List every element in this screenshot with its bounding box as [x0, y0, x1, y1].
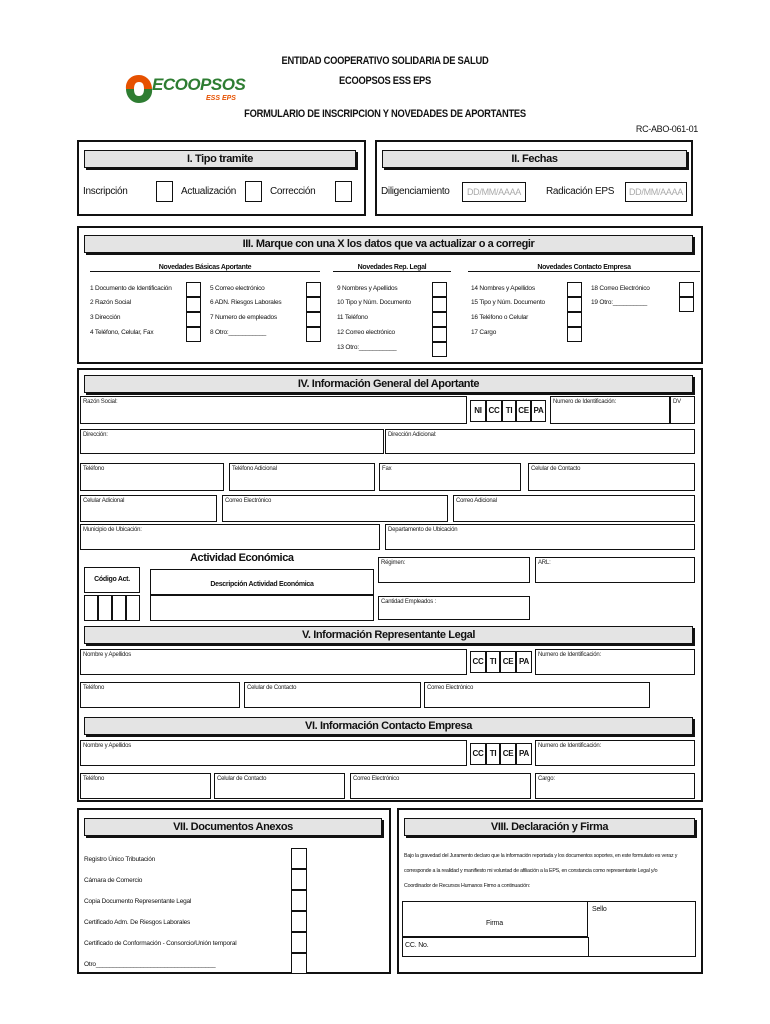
col-legal-header: Novedades Rep. Legal [333, 264, 451, 272]
celular-adicional-field[interactable]: Celular Adicional [80, 495, 217, 522]
firma-box[interactable] [402, 901, 589, 937]
legal-item: 9 Nombres y Apellidos [337, 285, 398, 292]
descripcion-act-header: Descripción Actividad Económica [150, 569, 374, 595]
doc-type-group [470, 400, 546, 422]
departamento-field[interactable]: Departamento de Ubicación [385, 524, 695, 550]
rep-telefono-field[interactable]: Teléfono [80, 682, 240, 708]
doc-type-ni[interactable]: NI [470, 400, 486, 422]
option-inscripcion-label: Inscripción [83, 186, 128, 197]
contacto-cargo-field[interactable]: Cargo: [535, 773, 695, 799]
rep-nombre-field[interactable]: Nombre y Apellidos [80, 649, 467, 675]
basic-item: 2 Razón Social [90, 299, 131, 306]
legal-item: 12 Correo electrónico [337, 329, 395, 336]
anexo-checkbox-4[interactable] [291, 911, 307, 932]
form-title: FORMULARIO DE INSCRIPCION Y NOVEDADES DE APORTANTES [244, 108, 526, 120]
option-correccion-label: Corrección [270, 186, 316, 197]
basic-item: 7 Numero de empleados [210, 314, 277, 321]
contacto-celular-field[interactable]: Celular de Contacto [214, 773, 345, 799]
legal-checkbox-11[interactable] [432, 312, 447, 327]
sello-label: Sello [592, 906, 607, 913]
contact-item: 19 Otro:__________ [591, 299, 648, 306]
cc-no-label: CC. No. [405, 942, 429, 949]
logo-subtext: ESS EPS [206, 95, 236, 102]
municipio-field[interactable]: Municipio de Ubicación: [80, 524, 380, 550]
codigo-act-digit-1[interactable] [84, 595, 98, 621]
rep-numero-identificacion-field[interactable]: Numero de Identificación: [535, 649, 695, 675]
contacto-telefono-field[interactable]: Teléfono [80, 773, 211, 799]
radicacion-label: Radicación EPS [546, 186, 615, 197]
company-logo [122, 72, 246, 108]
basic-item: 8 Otro:___________ [210, 329, 267, 336]
anexo-item: Registro Único Tributación [84, 856, 156, 863]
section-7-title: VII. Documentos Anexos [84, 818, 382, 836]
celular-contacto-field[interactable]: Celular de Contacto [528, 463, 695, 491]
legal-item: 13 Otro:___________ [337, 344, 397, 351]
legal-checkbox-12[interactable] [432, 327, 447, 342]
rep-doc-type-ce[interactable]: CE [500, 651, 516, 673]
codigo-act-cells [84, 595, 140, 621]
rep-doc-type-ti[interactable]: TI [486, 651, 500, 673]
contact-checkbox-16[interactable] [567, 312, 582, 327]
option-actualizacion-checkbox[interactable] [245, 181, 262, 202]
actividad-economica-heading: Actividad Económica [190, 552, 294, 564]
contacto-doc-type-group [470, 743, 532, 765]
section-3-title: III. Marque con una X los datos que va actualizar o a corregir [84, 235, 693, 253]
contacto-numero-identificacion-field[interactable]: Numero de Identificación: [535, 740, 695, 766]
anexo-checkbox-3[interactable] [291, 890, 307, 911]
section-2-title: II. Fechas [382, 150, 687, 168]
codigo-act-header: Código Act. [84, 567, 140, 593]
option-correccion-checkbox[interactable] [335, 181, 352, 202]
option-actualizacion-label: Actualización [181, 186, 237, 197]
declaracion-line-3: Coordinador de Recursos Humanos Firmo a continuación: [404, 883, 531, 889]
basic-checkbox-1[interactable] [186, 282, 201, 297]
contact-checkbox-17[interactable] [567, 327, 582, 342]
contacto-doc-type-ce[interactable]: CE [500, 743, 516, 765]
basic-checkbox-4[interactable] [186, 327, 201, 342]
basic-item: 5 Correo electrónico [210, 285, 265, 292]
codigo-act-digit-2[interactable] [98, 595, 112, 621]
basic-item: 6 ADN. Riesgos Laborales [210, 299, 282, 306]
basic-item: 4 Teléfono, Celular, Fax [90, 329, 154, 336]
regimen-field[interactable]: Régimen: [378, 557, 530, 583]
radicacion-date-field[interactable]: DD/MM/AAAA [625, 182, 687, 202]
numero-identificacion-field[interactable]: Numero de Identificación: [550, 396, 670, 424]
contact-checkbox-18[interactable] [679, 282, 694, 297]
section-1-title: I. Tipo tramite [84, 150, 356, 168]
correo-adicional-field[interactable]: Correo Adicional [453, 495, 695, 522]
basic-checkbox-2[interactable] [186, 297, 201, 312]
anexo-checkbox-5[interactable] [291, 932, 307, 953]
dv-field[interactable]: DV [670, 396, 695, 424]
option-inscripcion-checkbox[interactable] [156, 181, 173, 202]
basic-checkbox-3[interactable] [186, 312, 201, 327]
header-line2: ECOOPSOS ESS EPS [338, 75, 432, 87]
contacto-doc-type-cc[interactable]: CC [470, 743, 486, 765]
telefono-adicional-field[interactable]: Teléfono Adicional [229, 463, 375, 491]
descripcion-act-field[interactable] [150, 595, 374, 621]
anexo-checkbox-1[interactable] [291, 848, 307, 869]
logo-mark-icon [122, 72, 156, 106]
section-6-title: VI. Información Contacto Empresa [84, 717, 693, 735]
doc-type-ce[interactable]: CE [516, 400, 531, 422]
legal-item: 11 Teléfono [337, 314, 368, 321]
anexo-item: Copia Documento Representante Legal [84, 898, 192, 905]
arl-field[interactable]: ARL: [535, 557, 695, 583]
basic-checkbox-6[interactable] [306, 297, 321, 312]
direccion-adicional-field[interactable]: Dirección Adicional: [385, 429, 695, 454]
declaracion-line-1: Bajo la gravedad del Juramento declaro que la información reportada y los documentos soportes, en este formulario es veraz y [404, 853, 678, 859]
anexo-item: Cámara de Comercio [84, 877, 143, 884]
basic-checkbox-8[interactable] [306, 327, 321, 342]
rep-celular-field[interactable]: Celular de Contacto [244, 682, 421, 708]
codigo-act-digit-3[interactable] [112, 595, 126, 621]
contacto-nombre-field[interactable]: Nombre y Apellidos [80, 740, 467, 766]
legal-checkbox-13[interactable] [432, 342, 447, 357]
telefono-field[interactable]: Teléfono [80, 463, 224, 491]
legal-item: 10 Tipo y Núm. Documento [337, 299, 411, 306]
rep-doc-type-group [470, 651, 532, 673]
legal-checkbox-10[interactable] [432, 297, 447, 312]
section-5-title: V. Información Representante Legal [84, 626, 693, 644]
logo-text: ECOOPSOS [152, 75, 246, 94]
diligenciamiento-label: Diligenciamiento [381, 186, 450, 197]
doc-type-ti[interactable]: TI [502, 400, 516, 422]
contact-item: 17 Cargo [471, 329, 497, 336]
basic-item: 1 Documento de Identificación [90, 285, 172, 292]
codigo-act-digit-4[interactable] [126, 595, 140, 621]
col-contact-header: Novedades Contacto Empresa [468, 264, 700, 272]
declaracion-line-2: corresponde a la realidad y manifiesto mi voluntad de afiliación a la EPS, en constancia como representante Legal y/o [404, 868, 658, 874]
rep-doc-type-cc[interactable]: CC [470, 651, 486, 673]
form-code: RC-ABO-061-01 [635, 124, 698, 134]
anexo-item: Certificado de Conformación - Consorcio/Unión temporal [84, 940, 237, 947]
legal-checkbox-9[interactable] [432, 282, 447, 297]
anexo-checkbox-2[interactable] [291, 869, 307, 890]
contacto-doc-type-pa[interactable]: PA [516, 743, 532, 765]
anexo-item: Otro___________________________________ [84, 961, 216, 968]
section-4-title: IV. Información General del Aportante [84, 375, 693, 393]
contact-item: 15 Tipo y Núm. Documento [471, 299, 545, 306]
correo-field[interactable]: Correo Electrónico [222, 495, 448, 522]
contact-checkbox-14[interactable] [567, 282, 582, 297]
razon-social-field[interactable]: Razón Social: [80, 396, 467, 424]
basic-item: 3 Dirección [90, 314, 121, 321]
contact-item: 14 Nombres y Apellidos [471, 285, 535, 292]
direccion-field[interactable]: Dirección: [80, 429, 384, 454]
contact-item: 16 Teléfono o Celular [471, 314, 529, 321]
anexo-item: Certificado Adm. De Riesgos Laborales [84, 919, 191, 926]
header-line1: ENTIDAD COOPERATIVO SOLIDARIA DE SALUD [281, 55, 489, 67]
col-basic-header: Novedades Básicas Aportante [90, 264, 320, 272]
rep-doc-type-pa[interactable]: PA [516, 651, 532, 673]
fax-field[interactable]: Fax [379, 463, 521, 491]
rep-correo-field[interactable]: Correo Electrónico [424, 682, 650, 708]
section-8-title: VIII. Declaración y Firma [404, 818, 695, 836]
basic-checkbox-7[interactable] [306, 312, 321, 327]
doc-type-cc[interactable]: CC [486, 400, 502, 422]
cantidad-empleados-field[interactable]: Cantidad Empleados : [378, 596, 530, 620]
contacto-correo-field[interactable]: Correo Electrónico [350, 773, 531, 799]
diligenciamiento-date-field[interactable]: DD/MM/AAAA [462, 182, 526, 202]
firma-label: Firma [486, 920, 503, 927]
contact-item: 18 Correo Electrónico [591, 285, 650, 292]
cc-no-field[interactable] [402, 937, 589, 957]
anexo-checkbox-6[interactable] [291, 953, 307, 974]
basic-checkbox-5[interactable] [306, 282, 321, 297]
contact-checkbox-19[interactable] [679, 297, 694, 312]
contact-checkbox-15[interactable] [567, 297, 582, 312]
doc-type-pa[interactable]: PA [531, 400, 546, 422]
contacto-doc-type-ti[interactable]: TI [486, 743, 500, 765]
